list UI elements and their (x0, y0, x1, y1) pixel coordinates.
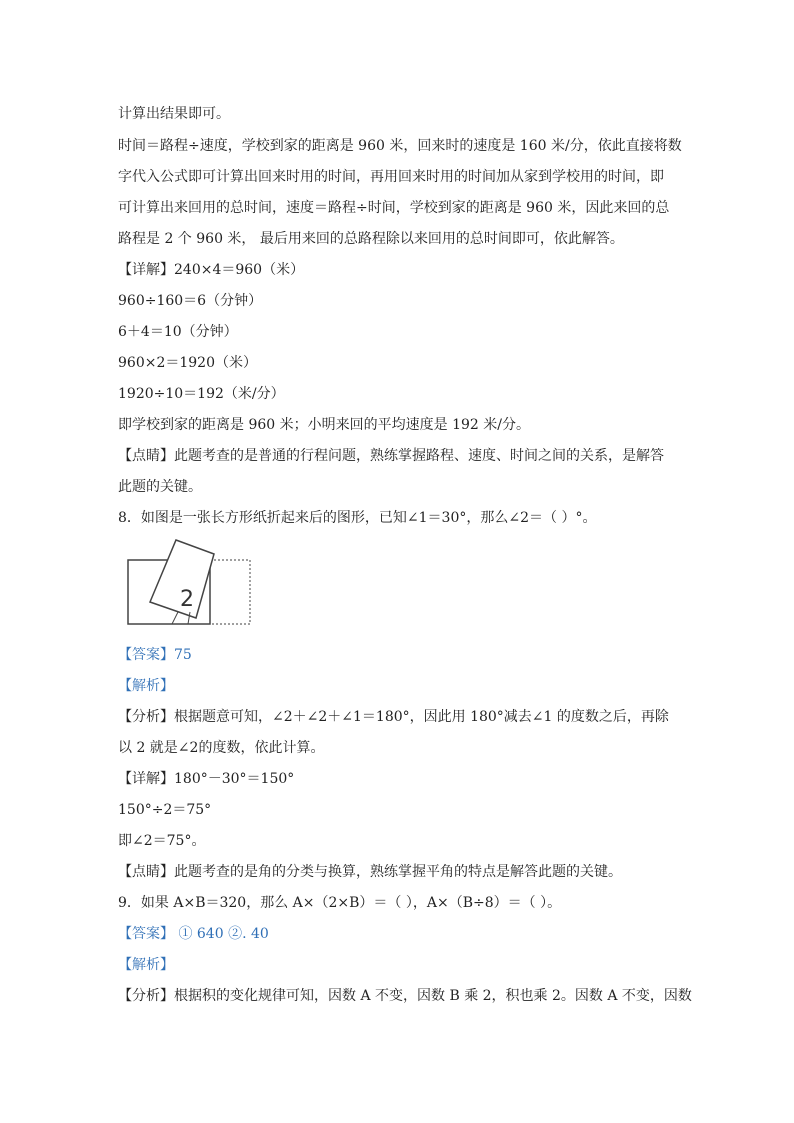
text-line-20: 150°÷2＝75° (118, 802, 212, 818)
text-line-12: 【点睛】此题考查的是普通的行程问题，熟练掌握路程、速度、时间之间的关系，是解答 (118, 448, 664, 464)
text-line-21: 即∠2＝75°。 (118, 833, 206, 849)
text-line-5: 路程是 2 个 960 米， 最后用来回的总路程除以来回用的总时间即可，依此解答。 (118, 231, 624, 247)
text-line-9: 960×2＝1920（米） (118, 355, 257, 371)
angle-label-2: 2 (180, 587, 194, 612)
text-line-6: 【详解】240×4＝960（米） (118, 262, 305, 278)
text-line-1: 计算出结果即可。 (118, 106, 230, 122)
text-line-26: 【分析】根据积的变化规律可知，因数 A 不变，因数 B 乘 2，积也乘 2。因数 A 不变，因数 (118, 988, 692, 1004)
text-line-3: 字代入公式即可计算出回来时用的时间，再用回来时用的时间加从家到学校用的时间，即 (118, 169, 664, 185)
text-line-18: 以 2 就是∠2的度数，依此计算。 (118, 740, 325, 756)
folded-rectangle-figure (126, 538, 252, 630)
text-line-10: 1920÷10＝192（米/分） (118, 386, 285, 402)
text-line-4: 可计算出来回用的总时间，速度＝路程÷时间，学校到家的距离是 960 米，因此来回的总 (118, 200, 670, 216)
text-line-15: 【答案】75 (118, 647, 192, 663)
text-line-7: 960÷160＝6（分钟） (118, 293, 263, 309)
text-line-24: 【答案】 ① 640 ②. 40 (118, 926, 269, 942)
text-line-14: 8．如图是一张长方形纸折起来后的图形，已知∠1＝30°，那么∠2＝（ ）°。 (118, 510, 597, 526)
dashed-outline (210, 560, 250, 624)
text-line-23: 9．如果 A×B＝320，那么 A×（2×B）＝（ ），A×（B÷8）＝（ ）。 (118, 895, 562, 911)
text-line-17: 【分析】根据题意可知，∠2＋∠2＋∠1＝180°，因此用 180°减去∠1 的度数之后，再除 (118, 709, 669, 725)
text-line-19: 【详解】180°－30°＝150° (118, 771, 295, 787)
text-line-22: 【点睛】此题考查的是角的分类与换算，熟练掌握平角的特点是解答此题的关键。 (118, 864, 622, 880)
text-line-11: 即学校到家的距离是 960 米；小明来回的平均速度是 192 米/分。 (118, 417, 530, 433)
text-line-8: 6＋4＝10（分钟） (118, 324, 238, 340)
text-line-13: 此题的关键。 (118, 479, 202, 495)
text-line-25: 【解析】 (118, 957, 174, 973)
angle-mark (172, 612, 178, 624)
text-line-2: 时间＝路程÷速度，学校到家的距离是 960 米，回来时的速度是 160 米/分，依此直接将数 (118, 138, 682, 154)
text-line-16: 【解析】 (118, 678, 174, 694)
